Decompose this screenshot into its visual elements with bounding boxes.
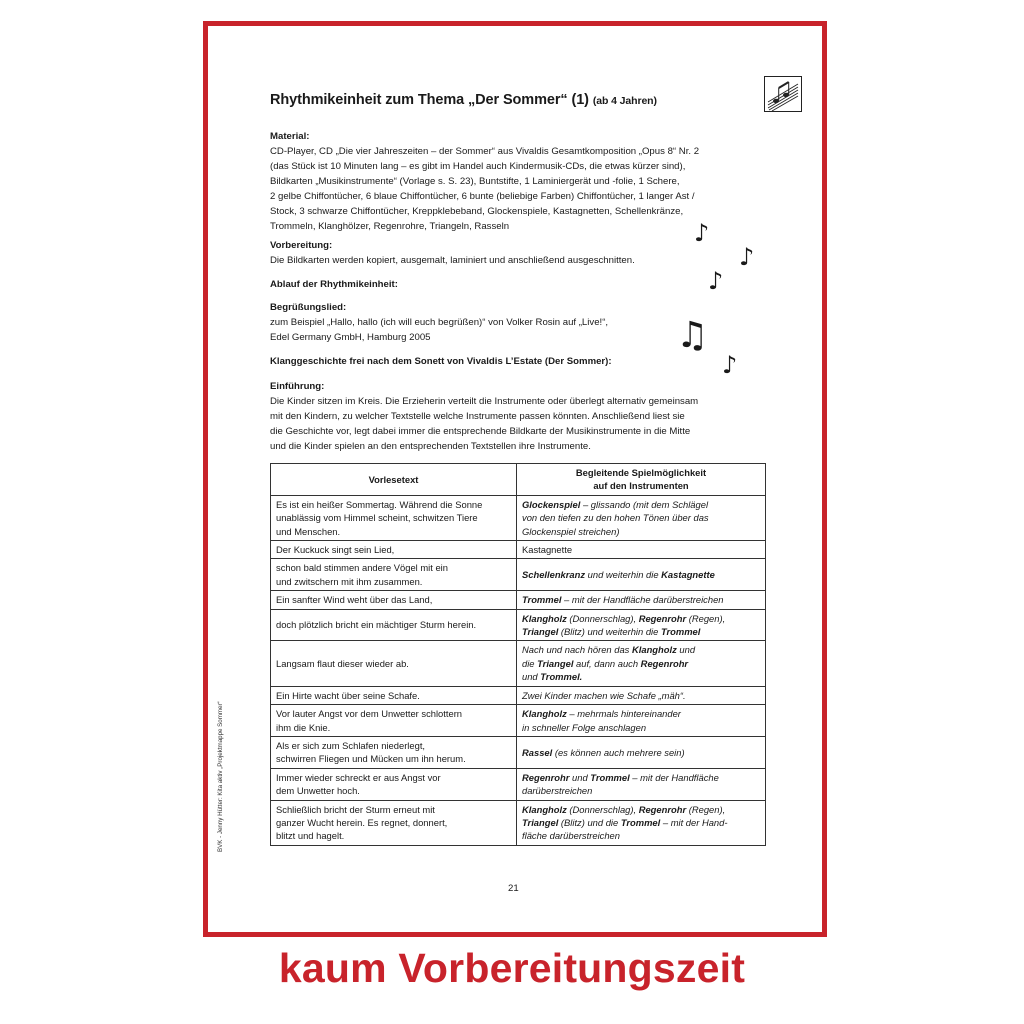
cell-line [522, 543, 760, 556]
table-row [271, 541, 766, 559]
material-line: CD-Player, CD „Die vier Jahreszeiten – der Sommer“ aus Vivaldis Gesamtkomposition „Opus 8“ Nr. 2 [270, 146, 700, 157]
title-main: Rhythmikeinheit zum Thema „Der Sommer“ (1) [270, 92, 589, 108]
table-row [271, 559, 766, 591]
material-line: Stock, 3 schwarze Chiffontücher, Kreppklebeband, Glockenspiele, Kastagnetten, Schellenkränze, [270, 206, 684, 217]
vorlesetext-cell [271, 591, 517, 609]
instrument-name: Glockenspiel [522, 498, 581, 510]
begruessung-line: Edel Germany GmbH, Hamburg 2005 [270, 332, 431, 343]
instruction-text: und [676, 644, 696, 656]
cell-line [522, 670, 760, 683]
cell-line [522, 568, 760, 581]
table-header-spielmoeglichkeit [517, 464, 766, 496]
instrument-name: Triangel [522, 626, 559, 638]
table-row [271, 609, 766, 641]
red-frame [203, 21, 827, 937]
table-row [271, 736, 766, 768]
material-section [270, 129, 750, 234]
instruction-text: von den tiefen zu den hohen Tönen über das [522, 512, 709, 524]
klanggeschichte-section [270, 354, 750, 369]
table-body [271, 495, 766, 845]
instrument-name: Trommel [620, 816, 661, 828]
instrument-name: Trommel [590, 771, 630, 783]
einfuehrung-heading: Einführung: [270, 381, 325, 392]
table-row [271, 768, 766, 800]
table-row [271, 641, 766, 686]
instrument-name: Trommel [660, 626, 701, 638]
ablauf-section [270, 277, 750, 292]
cell-line [522, 625, 760, 638]
cell-line [522, 511, 760, 524]
instrument-cell [517, 705, 766, 737]
eighth-note-icon: ♪ [694, 219, 710, 247]
music-staff-icon [764, 76, 802, 112]
instrument-name: Regenrohr [638, 612, 687, 624]
instrument-cell [517, 768, 766, 800]
instrument-cell [517, 541, 766, 559]
instrument-name: Regenrohr [638, 803, 687, 815]
instrument-cell [517, 591, 766, 609]
instrument-name: Triangel [522, 816, 559, 828]
table-header-vorlesetext: Vorlesetext [271, 464, 517, 496]
instrument-name: Schellenkranz [522, 569, 586, 581]
cell-line [522, 657, 760, 670]
instrument-cell [517, 559, 766, 591]
instrument-name: Trommel. [540, 671, 583, 683]
begruessung-line: zum Beispiel „Hallo, hallo (ich will euch begrüßen)“ von Volker Rosin auf „Live!“, [270, 317, 609, 328]
einfuehrung-line: die Geschichte vor, legt dabei immer die entsprechende Bildkarte der Musikinstrumente in die Mitte [270, 426, 691, 437]
cell-line [522, 525, 760, 538]
cell-line: unablässig vom Himmel scheint, schwitzen Tiere [276, 512, 478, 524]
cell-line [522, 771, 760, 784]
cell-line [522, 498, 760, 511]
cell-line [522, 612, 760, 625]
instrument-name: Kastagnette [661, 569, 715, 581]
instrument-name: Triangel [537, 657, 574, 669]
story-table [270, 463, 766, 846]
klanggeschichte-heading: Klanggeschichte frei nach dem Sonett von Vivaldis L’Estate (Der Sommer): [270, 356, 612, 367]
vorbereitung-heading: Vorbereitung: [270, 240, 333, 251]
cell-line [522, 593, 760, 606]
vorbereitung-text: Die Bildkarten werden kopiert, ausgemalt, laminiert und anschließend ausgeschnitten. [270, 255, 635, 266]
vorlesetext-cell [271, 495, 517, 540]
vorlesetext-cell [271, 736, 517, 768]
vorlesetext-cell [271, 559, 517, 591]
instrument-cell [517, 609, 766, 641]
instruction-text: – mit der Handfläche darüberstreichen [561, 594, 724, 606]
side-credit: BVK - Jenny Hütter: Kita aktiv „Projektmappe Sommer“ [217, 701, 224, 852]
instrument-cell [517, 686, 766, 704]
instruction-text: (Blitz) und die [558, 816, 621, 828]
cell-line [522, 746, 760, 759]
instrument-name: Klangholz [522, 708, 567, 720]
cell-line [522, 803, 760, 816]
cell-line: Schließlich bricht der Sturm erneut mit [276, 803, 435, 815]
instruction-text: (Regen), [686, 803, 726, 815]
cell-line [522, 721, 760, 734]
ablauf-heading: Ablauf der Rhythmikeinheit: [270, 279, 398, 290]
instruction-text: und [569, 771, 591, 783]
cell-line [522, 707, 760, 720]
instrument-name: Klangholz [522, 803, 567, 815]
cell-line: ganzer Wucht herein. Es regnet, donnert, [276, 816, 448, 828]
table-row [271, 800, 766, 845]
einfuehrung-line: mit den Kindern, zu welcher Textstelle welche Instrumente passen könnten. Anschließend liest sie [270, 411, 685, 422]
vorlesetext-cell [271, 609, 517, 641]
cell-line: Langsam flaut dieser wieder ab. [276, 657, 409, 669]
cell-line [522, 816, 760, 829]
page-title [270, 92, 657, 108]
instruction-text: (Regen), [686, 612, 726, 624]
einfuehrung-section [270, 379, 750, 454]
instrument-cell [517, 736, 766, 768]
instruction-text: – mit der Handfläche [629, 771, 719, 783]
title-sub: (ab 4 Jahren) [592, 95, 657, 107]
eighth-note-icon: ♪ [739, 243, 755, 271]
instruction-text: (Donnerschlag), [566, 803, 639, 815]
instruction-text: Zwei Kinder machen wie Schafe „mäh“. [522, 689, 686, 701]
cell-line: und zwitschern mit ihm zusammen. [276, 575, 423, 587]
vorlesetext-cell [271, 768, 517, 800]
instruction-text: darüberstreichen [522, 785, 593, 797]
instrument-name: Klangholz [522, 612, 567, 624]
instruction-text: (Donnerschlag), [566, 612, 639, 624]
cell-line: Es ist ein heißer Sommertag. Während die Sonne [276, 498, 483, 510]
instrument-name: Regenrohr [522, 771, 570, 783]
eighth-note-icon: ♪ [722, 351, 738, 379]
vorlesetext-cell [271, 541, 517, 559]
caption-banner: kaum Vorbereitungszeit [278, 945, 746, 991]
cell-line: Ein sanfter Wind weht über das Land, [276, 594, 433, 606]
instrument-name: Regenrohr [640, 657, 689, 669]
vorbereitung-section [270, 238, 750, 268]
material-line: (das Stück ist 10 Minuten lang – es gibt im Handel auch Kindermusik-CDs, die etwas kürzer sind), [270, 161, 686, 172]
cell-line: dem Unwetter hoch. [276, 785, 360, 797]
begruessung-heading: Begrüßungslied: [270, 302, 347, 313]
cell-line: Ein Hirte wacht über seine Schafe. [276, 689, 420, 701]
worksheet-page [270, 26, 770, 932]
cell-line [522, 643, 760, 656]
beamed-notes-icon: ♫ [676, 315, 709, 356]
instruction-text: – mit der Hand- [660, 816, 728, 828]
page-number: 21 [508, 883, 519, 894]
eighth-note-icon: ♪ [708, 267, 724, 295]
header-line: Begleitende Spielmöglichkeit [575, 467, 707, 478]
instruction-text: und [522, 671, 541, 683]
cell-line: blitzt und hagelt. [276, 830, 345, 842]
cell-line: Der Kuckuck singt sein Lied, [276, 544, 395, 556]
instruction-text: Glockenspiel streichen) [522, 525, 620, 537]
instrument-name: Rassel [522, 746, 553, 758]
instruction-text: Nach und nach hören das [522, 644, 632, 656]
instrument-name: Klangholz [631, 644, 677, 656]
vorlesetext-cell [271, 800, 517, 845]
instruction-text: die [522, 657, 538, 669]
cell-line [522, 829, 760, 842]
einfuehrung-line: und die Kinder spielen an den entsprechenden Textstellen ihre Instrumente. [270, 441, 591, 452]
instruction-text: – mehrmals hintereinander [566, 708, 681, 720]
table-header-row [271, 464, 766, 496]
cell-line: schwirren Fliegen und Mücken um ihn herum. [276, 753, 466, 765]
material-line: 2 gelbe Chiffontücher, 6 blaue Chiffontücher, 6 bunte (beliebige Farben) Chiffontücher, 1 langer Ast / [270, 191, 695, 202]
cell-line: ihm die Knie. [276, 721, 331, 733]
cell-line: Als er sich zum Schlafen niederlegt, [276, 739, 426, 751]
instrument-cell [517, 495, 766, 540]
instrument-name: Trommel [522, 594, 562, 606]
cell-line: doch plötzlich bricht ein mächtiger Sturm herein. [276, 619, 477, 631]
table-row [271, 686, 766, 704]
instrument-cell [517, 641, 766, 686]
table-row [271, 705, 766, 737]
cell-line: Immer wieder schreckt er aus Angst vor [276, 771, 441, 783]
cell-line: Vor lauter Angst vor dem Unwetter schlottern [276, 708, 463, 720]
vorlesetext-cell [271, 641, 517, 686]
instruction-text: – glissando (mit dem Schlägel [580, 498, 709, 510]
material-line: Bildkarten „Musikinstrumente“ (Vorlage s. S. 23), Buntstifte, 1 Laminiergerät und -folie, 1 Schere, [270, 176, 680, 187]
material-line: Trommeln, Klanghölzer, Regenrohre, Triangeln, Rasseln [270, 221, 510, 232]
cell-line [522, 784, 760, 797]
cell-line: schon bald stimmen andere Vögel mit ein [276, 562, 448, 574]
material-heading: Material: [270, 131, 310, 142]
header-line: auf den Instrumenten [593, 480, 689, 492]
cell-line [522, 689, 760, 702]
instruction-text: fläche darüberstreichen [522, 830, 620, 842]
table-row [271, 495, 766, 540]
instruction-text: in schneller Folge anschlagen [522, 721, 647, 733]
instruction-text: Kastagnette [522, 544, 573, 556]
vorlesetext-cell [271, 705, 517, 737]
instrument-cell [517, 800, 766, 845]
instruction-text: (Blitz) und weiterhin die [558, 626, 661, 638]
vorlesetext-cell [271, 686, 517, 704]
einfuehrung-line: Die Kinder sitzen im Kreis. Die Erzieherin verteilt die Instrumente oder überlegt alternativ gemeinsam [270, 396, 699, 407]
instruction-text: auf, dann auch [573, 657, 641, 669]
instruction-text: und weiterhin die [585, 569, 662, 581]
table-row [271, 591, 766, 609]
instruction-text: (es können auch mehrere sein) [552, 746, 685, 758]
cell-line: und Menschen. [276, 525, 341, 537]
